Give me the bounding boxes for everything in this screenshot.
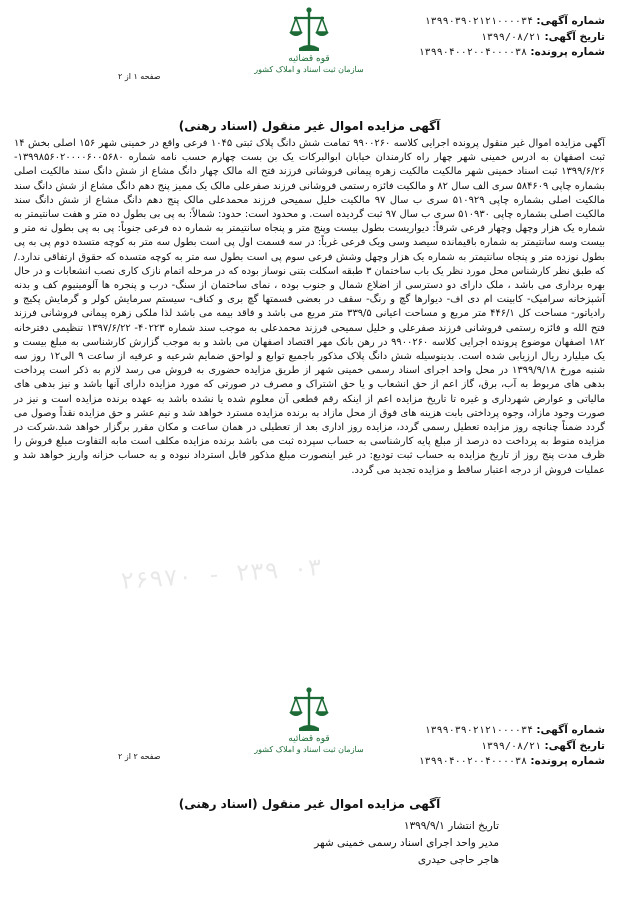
signatory-name: هاجر حاجی حیدری xyxy=(417,854,499,866)
notice-number: شماره آگهی: ۱۳۹۹۰۳۹۰۲۱۲۱۰۰۰۰۳۴ xyxy=(424,15,605,27)
notice2-meta xyxy=(419,723,605,770)
signatory-title: مدیر واحد اجرای اسناد رسمی خمینی شهر xyxy=(314,837,499,849)
notice-paragraph: آگهی مزایده اموال غیر منقول پرونده اجرایی کلاسه ۹۹۰۰۲۶۰ تمامت شش دانگ پلاک ثبتی ۱۰۴۵ فرعی واقع در خمینی شهر ۱۵۶ اصلی بخش ۱۴ ثبت اصفهان به ادرس خمینی شهر چهار راه کارمندان خیابان ابوالبرکات یک بن بست چهارم حسب نامه شماره ۱۳۹۹۸۵۶۰۲۰۰۰۰۶۰۰۵۶۸۰- ۱۳۹۹/۶/۲۶ ثبت اسناد خمینی شهر مالکیت مالکیت زهره پیمانی فروشانی فرزند فتح اله مالک چهار دانگ مشاع از شش دانگ سند مالکیت اصلی بشماره چاپی ۵۸۴۶۰۹ سری الف سال ۸۲ و مالکیت فائزه رستمی فروشانی فرزند صفرعلی مالک یک ممیز پنج دهم دانگ مشاع از شش دانگ سند مالکیت اصلی بشماره چاپی ۵۱۰۹۲۹ سری ب سال ۹۷ مالکیت خلیل سمیحی فرزند محمدعلی مالک پنج دهم دانگ مشاع از شش دانگ سند مالکیت اصلی بشماره چاپی ۵۱۰۹۳۰ سری ب سال ۹۷ ثبت گردیده است. و محدود است: حدود: شمالاً: به پی بی بطول ده متر و هفت سانتیمتر به شماره یک هزار وچهل وچهار فرعی شرقاً: دیواریست بطول بیست وپنج متر و پنجاه سانتیمتر به شماره ده فرعی جنوباً: پی به پی بطول نه متر و بیست وسه سانتیمتر به شماره باقیمانده سیصد وسی ویک فرعی غرباً: در سه قسمت اول پی است بطول سه متر به کوچه متسده دوم پی به پی بطول نوزده متر و پنجاه سانتیمتر به شماره یک هزار وچهل وشش فرعی سوم پی است بطول سه متر به کوچه متسده که حقوق ارتفاقی ندارد./ که طبق نظر کارشناس محل مورد نظر یک باب ساختمان ۳ طبقه اسکلت بتنی نوساز بوده که در مرحله اتمام نازک کاری نصب انشعابات و در حال بهره برداری می باشد ، ملک دارای دو دسترسی از اضلاع شمال و جنوب بوده ، نمای ساختمان از سنگ- درب و پنجره ها آلومینیوم کف و بدنه آشپزخانه سرامیک- کابینت ام دی اف- دیوارها گچ و رنگ- سقف در بعضی قسمتها گچ بری و کناف- سیستم سرمایش کولر و گرمایش پکیج و رادیاتور- مساحت کل ۴۴۶/۱ متر مربع و مساحت اعیانی ۳۳۹/۵ متر مربع می باشد و فاقد بیمه می باشد لذا ملکی زهره پیمانی فروشانی فرزند فتح الله و فائزه رستمی فروشانی فرزند صفرعلی و خلیل سمیحی فرزند محمدعلی به موجب سند شماره ۴۰۲۲۳- ۱۳۹۷/۶/۲۲ تنظیمی دفترخانه ۱۸۲ اصفهان موضوع پرونده اجرایی کلاسه ۹۹۰۰۲۶۰ در رهن بانک مهر اقتصاد اصفهان می باشد و به موجب گزارش کارشناسی به مبلغ بیست و یک میلیارد ریال ارزیابی شده است. بدینوسیله شش دانگ پلاک مذکور باجمیع توابع و لواحق ضمایم شرعیه و عرفیه از ساعت ۹ الی۱۲ روز سه شنبه مورخ ۱۳۹۹/۹/۱۸ در محل واحد اجرای اسناد رسمی خمینی شهر از طریق مزایده حضوری به فروش می رسد لازم به ذکر است پرداخت بدهی های مربوط به آب، برق، گاز اعم از حق انشعاب و یا حق اشتراک و مصرف در صورتی که مورد مزایده دارای آنها باشد و نیز بدهی های مالیاتی و عوارض شهرداری و غیره تا تاریخ مزایده اعم از اینکه رقم قطعی آن معلوم شده یا نشده باشد به عهده برنده مزایده است و نیز در صورت وجود مازاد، وجوه پرداختی بابت هزینه های فوق از محل مازاد به برنده مزایده مسترد خواهد شد و نیم عشر و حق مزایده نقداً وصول می گردد ضمناً چنانچه روز مزایده تعطیل رسمی گردد، مزایده روز اداری بعد از تعطیلی در همان ساعت و مکان مقرر برگزار خواهد شد.شرکت در مزایده منوط به پرداخت ده درصد از مبلغ پایه کارشناسی به حساب سپرده ثبت می باشد برنده مزایده مکلف است مابه التفاوت مبلغ فروش را ظرف مدت پنج روز از تاریخ مزایده به حساب ثبت تودیع: در غیر اینصورت مبلغ مذکور قابل استرداد نبوده و به حساب خزانه واریز خواهد شد و عملیات فروش از درجه اعتبار ساقط و مزایده تجدید می گردد. xyxy=(14,138,606,476)
notice-date: تاریخ آگهی: ۱۳۹۹/۰۸/۲۱ xyxy=(480,30,605,43)
page-number: صفحه ۲ از ۲ xyxy=(118,752,161,761)
watermark-stamp: ۲۶۹۷۰ - ۲۳۹ ۰۳ xyxy=(119,552,324,596)
notice-number: شماره آگهی: ۱۳۹۹۰۳۹۰۲۱۲۱۰۰۰۰۳۴ xyxy=(424,724,605,736)
judiciary-emblem xyxy=(254,6,364,74)
org-name: قوه قضائیه xyxy=(288,54,330,64)
notice1-meta xyxy=(419,14,605,61)
notice-body xyxy=(14,137,605,478)
scales-of-justice-icon xyxy=(287,6,331,54)
judiciary-emblem xyxy=(254,686,364,754)
notice-title: آگهی مزایده اموال غیر منقول (اسناد رهنی) xyxy=(178,119,441,133)
page-number: صفحه ۱ از ۲ xyxy=(118,72,161,81)
notice-date: تاریخ آگهی: ۱۳۹۹/۰۸/۲۱ xyxy=(480,739,605,752)
org-name: قوه قضائیه xyxy=(288,734,330,744)
notice-footer xyxy=(314,818,499,869)
org-subname: سازمان ثبت اسناد و املاک کشور xyxy=(254,65,364,74)
publish-date: تاریخ انتشار ۱۳۹۹/۹/۱ xyxy=(403,820,499,832)
case-number: شماره پرونده: ۱۳۹۹۰۴۰۰۲۰۰۴۰۰۰۰۳۸ xyxy=(418,755,605,767)
org-subname: سازمان ثبت اسناد و املاک کشور xyxy=(254,745,364,754)
scales-of-justice-icon xyxy=(287,686,331,734)
case-number: شماره پرونده: ۱۳۹۹۰۴۰۰۲۰۰۴۰۰۰۰۳۸ xyxy=(418,46,605,58)
notice-title: آگهی مزایده اموال غیر منقول (اسناد رهنی) xyxy=(178,797,441,811)
